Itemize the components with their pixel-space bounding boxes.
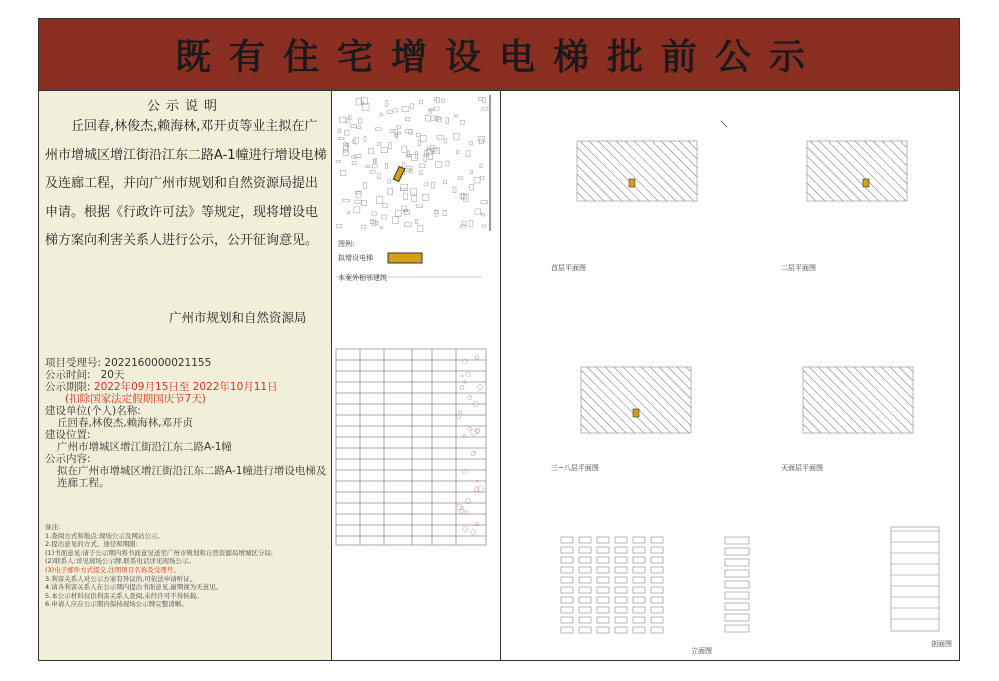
- location-label: 建设位置:: [45, 429, 91, 441]
- notice-panel: [39, 91, 332, 660]
- drawing-label-3-8f: 三~八层平面图: [551, 464, 599, 472]
- site-map-drawing: [332, 91, 500, 660]
- notice-paragraph: 丘回春,林俊杰,赖海林,邓开贞等业主拟在广州市增城区增江街沿江东二路A-1幢进行增设电梯及连廊工程，并向广州市规划和自然资源局提出申请。根据《行政许可法》等规定，现将增设电梯方案向利害关系人进行公示，公开征询意见。: [45, 119, 327, 248]
- drawings-panel: [501, 91, 959, 660]
- drawing-label-section: 剖面图: [931, 640, 952, 648]
- legend-site: 拟增设电梯: [338, 254, 373, 262]
- deadline-note: (扣除国家法定假期国庆节7天): [65, 393, 206, 405]
- deadline-label: 公示期限:: [45, 381, 91, 393]
- owner-table: [336, 349, 486, 545]
- period-value: 20天: [100, 369, 125, 381]
- legend-swatch-site: [388, 253, 422, 263]
- deadline-value: 2022年09月15日至 2022年10月11日: [93, 381, 278, 393]
- notice-body: [45, 113, 327, 256]
- builder-value: 丘回春,林俊杰,赖海林,邓开贞: [57, 417, 194, 429]
- notice-signature: 广州市规划和自然资源局: [169, 310, 307, 325]
- note-line: (2)联系人:详见现场公示牌,联系电话详见现场公示。: [45, 557, 195, 566]
- project-no: 2022160000021155: [104, 357, 212, 369]
- notes-section: [45, 523, 329, 609]
- site-map: [336, 95, 490, 232]
- note-line: 2.提出意见的方式、途径和期限:: [45, 540, 138, 549]
- note-line: 5.本公示材料仅供利害关系人查阅,未经许可不得转载。: [45, 591, 203, 600]
- drawing-label-elevation: 立面图: [691, 647, 712, 655]
- drawing-label-1f: 首层平面图: [551, 264, 586, 272]
- legend-title: 图例:: [338, 240, 355, 248]
- project-info: [45, 357, 327, 489]
- header-banner: [39, 19, 959, 91]
- note-line: (3)电子邮件方式提交,注明项目名称及受理号。: [45, 565, 180, 574]
- site-map-panel: [332, 91, 501, 660]
- note-line: (1)书面意见:请于公示期内将书面意见送至广州市规划和自然资源局增城区分局;: [45, 548, 274, 557]
- period-label: 公示时间:: [45, 369, 91, 381]
- notice-board: [38, 18, 960, 661]
- note-line: 6.申请人应在公示期内保持现场公示牌完整清晰。: [45, 600, 188, 609]
- note-line: 1.查阅方式和地点:现场公示及网站公示。: [45, 531, 164, 540]
- notice-heading: 公示说明: [146, 99, 223, 114]
- content-label: 公示内容:: [45, 453, 91, 465]
- notes-title: 备注:: [45, 523, 61, 531]
- location-value: 广州市增城区增江街沿江东二路A-1幢: [57, 441, 232, 453]
- builder-label: 建设单位(个人)名称:: [45, 405, 141, 417]
- project-no-label: 项目受理号:: [45, 357, 102, 369]
- legend-other: 本案外相邻建筑: [338, 274, 387, 282]
- site-marker: [393, 166, 404, 181]
- drawing-label-roof: 天面层平面图: [781, 464, 823, 472]
- page-title: 既有住宅增设电梯批前公示: [174, 36, 823, 78]
- drawing-label-2f: 二层平面图: [781, 264, 816, 272]
- note-line: 4.请各利害关系人在公示期内提出书面意见,逾期视为无意见。: [45, 583, 223, 592]
- note-line: 3.利害关系人对公示方案有异议的,可依法申请听证。: [45, 574, 197, 583]
- floor-plan-drawings: [501, 91, 959, 660]
- content-value: 拟在广州市增城区增江街沿江东二路A-1幢进行增设电梯及连廊工程。: [57, 465, 327, 489]
